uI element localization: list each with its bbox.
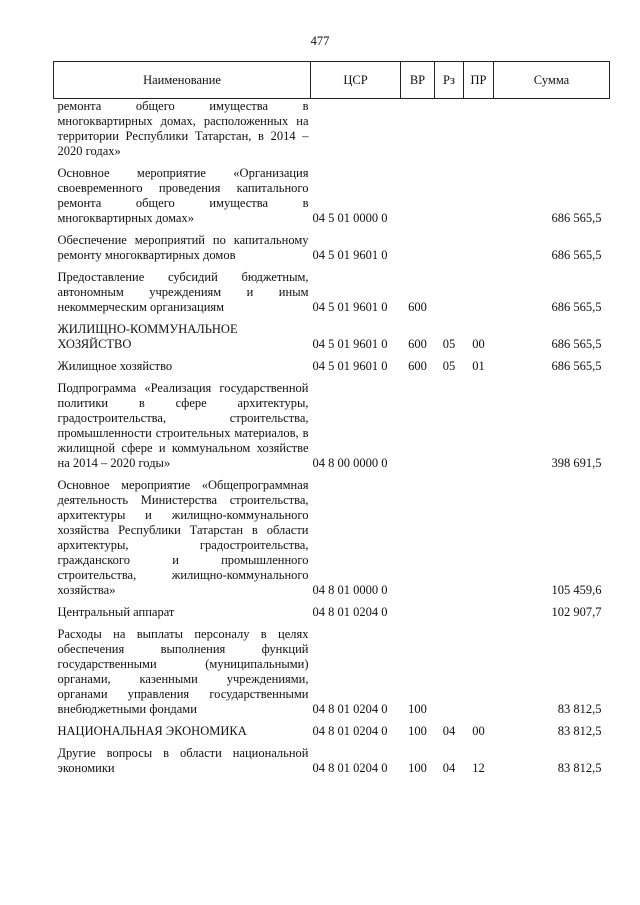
row-name: Жилищное хозяйство xyxy=(57,359,173,373)
row-vr: 100 xyxy=(408,761,427,775)
row-csr: 04 8 00 0000 0 xyxy=(312,456,388,470)
row-rz xyxy=(435,381,464,478)
row-pr xyxy=(464,478,494,605)
row-name: Центральный аппарат xyxy=(57,605,175,619)
row-rz: 05 xyxy=(442,359,456,373)
row-rz: 05 xyxy=(442,337,456,351)
row-rz: 04 xyxy=(442,724,456,738)
header-sum: Сумма xyxy=(494,62,610,99)
row-rz xyxy=(435,166,464,233)
table-row xyxy=(54,322,610,359)
row-vr xyxy=(401,381,435,478)
page-number: 477 xyxy=(310,34,330,48)
row-pr xyxy=(464,627,494,724)
row-sum: 686 565,5 xyxy=(551,300,602,314)
header-rz: Рз xyxy=(435,62,464,99)
row-csr: 04 8 01 0204 0 xyxy=(312,761,388,775)
table-row xyxy=(54,605,610,627)
row-csr: 04 8 01 0204 0 xyxy=(312,605,388,619)
row-csr: 04 5 01 9601 0 xyxy=(312,337,388,351)
row-csr: 04 5 01 9601 0 xyxy=(312,300,388,314)
row-name: Подпрограмма «Реализация государственной политики в сфере архитектуры, градостроительства, строительства, промышленности строительных материалов, в жилищной сфере и коммунальном хозяйстве на 2014 – 2020 годы» xyxy=(57,381,309,470)
row-name: ремонта общего имущества в многоквартирных домах, расположенных на территории Республики Татарстан, в 2014 – 2020 годах» xyxy=(57,99,309,158)
row-vr: 600 xyxy=(408,359,427,373)
row-csr: 04 8 01 0000 0 xyxy=(312,583,388,597)
table-row xyxy=(54,627,610,724)
row-rz xyxy=(435,99,464,167)
row-sum: 83 812,5 xyxy=(557,761,602,775)
row-pr xyxy=(464,166,494,233)
row-pr xyxy=(464,270,494,322)
row-sum xyxy=(494,99,610,167)
row-rz xyxy=(435,605,464,627)
table-header xyxy=(54,62,610,99)
row-pr xyxy=(464,605,494,627)
row-vr: 600 xyxy=(408,337,427,351)
row-sum: 83 812,5 xyxy=(557,702,602,716)
table-row xyxy=(54,99,610,167)
row-rz xyxy=(435,627,464,724)
row-name: Основное мероприятие «Организация своевременного проведения капитального ремонта общего имущества в многоквартирных домах» xyxy=(57,166,309,225)
row-csr: 04 8 01 0204 0 xyxy=(312,724,388,738)
row-sum: 686 565,5 xyxy=(551,248,602,262)
header-row xyxy=(54,62,610,99)
header-pr: ПР xyxy=(464,62,494,99)
row-sum: 83 812,5 xyxy=(557,724,602,738)
row-vr xyxy=(401,605,435,627)
row-sum: 686 565,5 xyxy=(551,359,602,373)
row-csr xyxy=(311,99,401,167)
row-csr: 04 5 01 9601 0 xyxy=(312,248,388,262)
row-csr: 04 5 01 9601 0 xyxy=(312,359,388,373)
row-name: ЖИЛИЩНО-КОММУНАЛЬНОЕ ХОЗЯЙСТВО xyxy=(57,322,238,351)
row-name: Основное мероприятие «Общепрограммная деятельность Министерства строительства, архитектуры и жилищно-коммунального хозяйства Республики Татарстан в области архитектуры, градостроительства, гражданского и промышленного строительства, жилищно-коммунального хозяйства» xyxy=(57,478,309,597)
table-body xyxy=(54,99,610,784)
table-row xyxy=(54,381,610,478)
table-row xyxy=(54,724,610,746)
row-vr: 600 xyxy=(408,300,427,314)
row-csr: 04 8 01 0204 0 xyxy=(312,702,388,716)
table-row xyxy=(54,478,610,605)
row-sum: 686 565,5 xyxy=(551,211,602,225)
row-name: Обеспечение мероприятий по капитальному ремонту многоквартирных домов xyxy=(57,233,309,262)
row-vr: 100 xyxy=(408,724,427,738)
row-pr xyxy=(464,233,494,270)
row-vr xyxy=(401,99,435,167)
row-pr xyxy=(464,381,494,478)
row-sum: 105 459,6 xyxy=(551,583,602,597)
row-pr: 01 xyxy=(472,359,485,373)
row-vr: 100 xyxy=(408,702,427,716)
row-sum: 102 907,7 xyxy=(551,605,602,619)
row-csr: 04 5 01 0000 0 xyxy=(312,211,388,225)
row-vr xyxy=(401,478,435,605)
row-name: Другие вопросы в области национальной экономики xyxy=(57,746,309,775)
row-name: Расходы на выплаты персоналу в целях обеспечения выполнения функций государственными (муниципальными) органами, казенными учреждениями, органами управления государственными внебюджетными фондами xyxy=(57,627,309,716)
row-pr: 00 xyxy=(472,724,485,738)
row-pr: 00 xyxy=(472,337,485,351)
table-row xyxy=(54,270,610,322)
table-row xyxy=(54,233,610,270)
table-row xyxy=(54,359,610,381)
row-vr xyxy=(401,233,435,270)
budget-table xyxy=(53,61,610,783)
row-rz xyxy=(435,478,464,605)
header-name: Наименование xyxy=(54,62,311,99)
row-rz xyxy=(435,233,464,270)
table-row xyxy=(54,746,610,783)
header-vr: ВР xyxy=(401,62,435,99)
row-pr xyxy=(464,99,494,167)
row-name: НАЦИОНАЛЬНАЯ ЭКОНОМИКА xyxy=(57,724,247,738)
header-csr: ЦСР xyxy=(311,62,401,99)
row-pr: 12 xyxy=(472,761,485,775)
row-name: Предоставление субсидий бюджетным, автономным учреждениям и иным некоммерческим организациям xyxy=(57,270,309,314)
row-sum: 686 565,5 xyxy=(551,337,602,351)
row-vr xyxy=(401,166,435,233)
table-row xyxy=(54,166,610,233)
row-rz xyxy=(435,270,464,322)
row-sum: 398 691,5 xyxy=(551,456,602,470)
row-rz: 04 xyxy=(442,761,456,775)
